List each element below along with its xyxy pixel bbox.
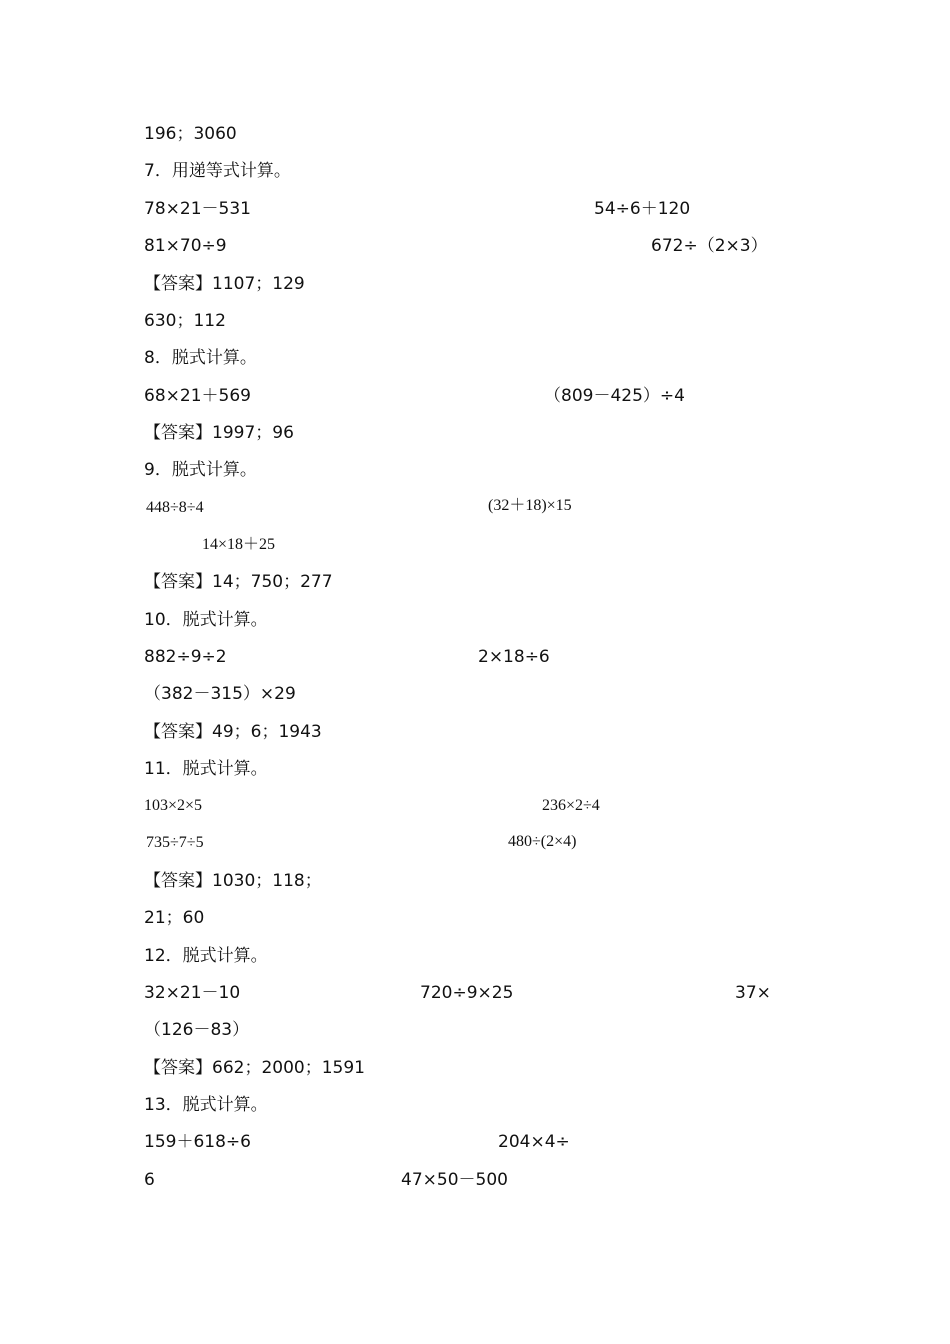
- q10-expression-2: 2×18÷6: [478, 647, 550, 667]
- q12-expression-3-continued: （126－83）: [144, 1020, 250, 1040]
- q11-answer: 【答案】1030；118；: [144, 871, 322, 891]
- q9-expression-3: 14×18＋25: [202, 536, 276, 553]
- question-8-title: 8．脱式计算。: [144, 348, 257, 368]
- q8-expression-2: （809－425）÷4: [544, 386, 685, 406]
- q10-expression-1: 882÷9÷2: [144, 647, 227, 667]
- q13-expression-2: 204×4÷: [498, 1132, 570, 1152]
- q7-answer: 【答案】1107；129: [144, 274, 305, 294]
- q9-expression-1: 448÷8÷4: [146, 499, 204, 516]
- q12-expression-3: 37×: [735, 983, 771, 1003]
- q11-expression-3: 735÷7÷5: [146, 834, 204, 851]
- q9-answer: 【答案】14；750；277: [144, 572, 333, 592]
- q11-expression-2: 236×2÷4: [542, 797, 600, 814]
- q7-expression-2: 54÷6＋120: [594, 199, 691, 219]
- answer-continuation: 196；3060: [144, 124, 237, 144]
- question-7-title: 7．用递等式计算。: [144, 161, 291, 181]
- q11-answer-line-2: 21；60: [144, 908, 205, 928]
- q11-expression-4: 480÷(2×4): [508, 833, 577, 850]
- q13-expression-2-continued: 6: [144, 1170, 155, 1190]
- question-10-title: 10．脱式计算。: [144, 610, 268, 630]
- question-9-title: 9．脱式计算。: [144, 460, 257, 480]
- q8-answer: 【答案】1997；96: [144, 423, 294, 443]
- question-12-title: 12．脱式计算。: [144, 946, 268, 966]
- q9-expression-2: (32＋18)×15: [488, 497, 572, 514]
- q13-expression-1: 159＋618÷6: [144, 1132, 251, 1152]
- q12-answer: 【答案】662；2000；1591: [144, 1058, 365, 1078]
- q7-expression-1: 78×21－531: [144, 199, 251, 219]
- q10-expression-3: （382－315）×29: [144, 684, 296, 704]
- q7-expression-4: 672÷（2×3）: [651, 236, 768, 256]
- q12-expression-1: 32×21－10: [144, 983, 241, 1003]
- q7-expression-3: 81×70÷9: [144, 236, 227, 256]
- q8-expression-1: 68×21＋569: [144, 386, 251, 406]
- q12-expression-2: 720÷9×25: [420, 983, 514, 1003]
- question-11-title: 11．脱式计算。: [144, 759, 268, 779]
- question-13-title: 13．脱式计算。: [144, 1095, 268, 1115]
- q7-answer-line-2: 630；112: [144, 311, 226, 331]
- q11-expression-1: 103×2×5: [144, 797, 203, 814]
- q10-answer: 【答案】49；6；1943: [144, 722, 322, 742]
- q13-expression-3: 47×50－500: [401, 1170, 508, 1190]
